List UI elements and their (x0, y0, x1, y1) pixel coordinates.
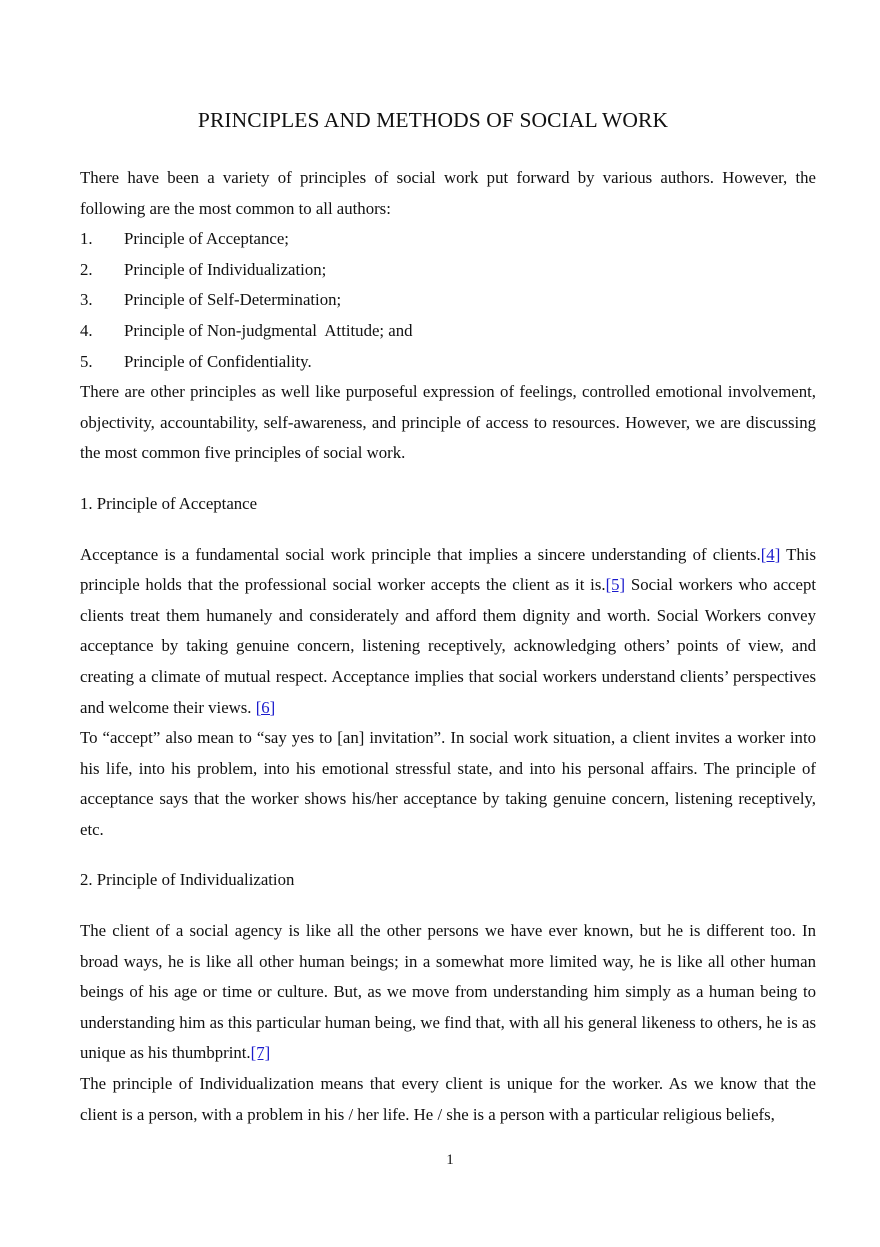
principles-list (80, 224, 816, 377)
list-item (80, 316, 816, 347)
list-item-number: 2. (80, 259, 93, 279)
list-item (80, 285, 816, 316)
paragraph-text: The client of a social agency is like all the other persons we have ever known, but he is different too. In broad ways, he is like all other human beings; in a somewhat more limited way, he is like all other human beings of his age or time or culture. But, as we move from understanding him simply as a human being to understanding him as this particular human being, we find that, with all his general likeness to others, he is as unique as his thumbprint. (80, 921, 816, 1063)
list-item-label: Principle of Acceptance; (124, 229, 289, 249)
acceptance-paragraph-1 (80, 540, 816, 724)
list-item-label: Principle of Self-Determination; (124, 290, 342, 310)
list-item-number: 5. (80, 351, 93, 371)
list-item-label: Principle of Individualization; (124, 259, 327, 279)
list-item-number: 3. (80, 290, 93, 310)
section-heading-individualization: 2. Principle of Individualization (80, 870, 295, 890)
citation-link[interactable]: [6] (255, 697, 276, 717)
intro-paragraph: There have been a variety of principles of social work put forward by various authors. However, the following are the most common to all authors: (80, 168, 816, 218)
list-item-label: Principle of Non-judgmental Attitude; and (124, 320, 413, 340)
document-body (80, 163, 816, 1130)
list-item (80, 347, 816, 378)
other-principles-paragraph: There are other principles as well like purposeful expression of feelings, controlled emotional involvement, objectivity, accountability, self-awareness, and principle of access to resources. However, we are discussing the most common five principles of social work. (80, 382, 816, 463)
individualization-paragraph-2: The principle of Individualization means that every client is unique for the worker. As we know that the client is a person, with a problem in his / her life. He / she is a person with a particular religious beliefs, (80, 1074, 816, 1124)
citation-link[interactable]: [5] (605, 575, 626, 595)
list-item (80, 224, 816, 255)
citation-link[interactable]: [7] (250, 1043, 271, 1063)
paragraph-text: This principle holds that the professional social worker accepts the client as it is. (80, 544, 816, 595)
citation-link[interactable]: [4] (760, 544, 781, 564)
paragraph-text: Acceptance is a fundamental social work principle that implies a sincere understanding of clients. (80, 544, 761, 564)
paragraph-text: Social workers who accept clients treat them humanely and considerately and afford them dignity and worth. Social Workers convey acceptance by taking genuine concern, listening receptively, acknowledging others’ points of view, and creating a climate of mutual respect. Acceptance implies that social workers understand clients’ perspectives and welcome their views. (80, 575, 817, 717)
document-title: PRINCIPLES AND METHODS OF SOCIAL WORK (197, 108, 669, 132)
section-heading-acceptance: 1. Principle of Acceptance (80, 493, 258, 513)
list-item (80, 255, 816, 286)
list-item-number: 4. (80, 320, 93, 340)
list-item-label: Principle of Confidentiality. (124, 351, 312, 371)
page-number: 1 (446, 1152, 454, 1168)
list-item-number: 1. (80, 229, 93, 249)
individualization-paragraph-1 (80, 916, 816, 1069)
acceptance-paragraph-2: To “accept” also mean to “say yes to [an] invitation”. In social work situation, a client invites a worker into his life, into his problem, into his emotional stressful state, and into his personal affairs. The principle of acceptance says that the worker shows his/her acceptance by taking genuine concern, listening receptively, etc. (80, 728, 816, 839)
